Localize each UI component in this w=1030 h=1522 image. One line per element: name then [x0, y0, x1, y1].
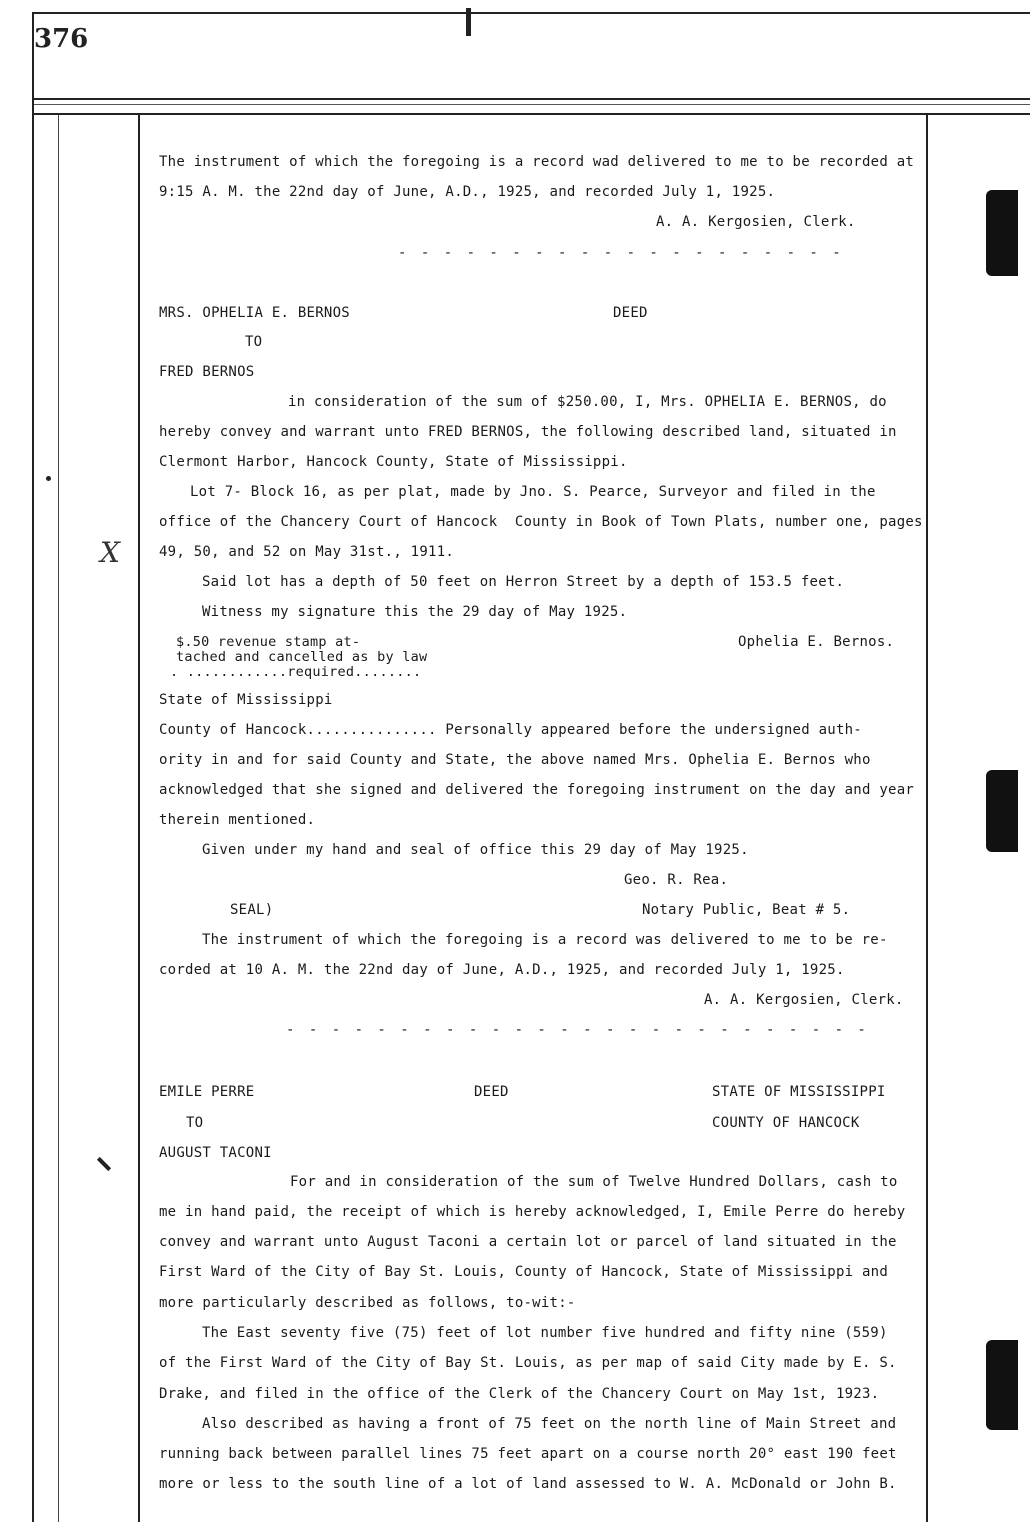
- deed2-body-line: more or less to the south line of a lot of land assessed to W. A. McDonald or John B.: [159, 1476, 897, 1492]
- top-border-rule: [32, 12, 1030, 14]
- body-right-line: [926, 115, 928, 1522]
- deed1-body-line: Witness my signature this the 29 day of May 1925.: [202, 604, 628, 620]
- deed2-to: TO: [186, 1115, 204, 1131]
- index-tab-top: [986, 190, 1018, 276]
- deed1-record-line: corded at 10 A. M. the 22nd day of June, A.D., 1925, and recorded July 1, 1925.: [159, 962, 845, 978]
- stamp-note-line: $.50 revenue stamp at-: [176, 634, 361, 650]
- section-separator-2: - - - - - - - - - - - - - - - - - - - - - - - - - -: [286, 1022, 869, 1038]
- cross-mark: X: [100, 536, 120, 569]
- left-border-line: [32, 12, 34, 1522]
- deed1-grantor: MRS. OPHELIA E. BERNOS: [159, 305, 350, 321]
- deed2-body-line: First Ward of the City of Bay St. Louis, County of Hancock, State of Mississippi and: [159, 1264, 889, 1280]
- header-rule-1: [32, 98, 1030, 100]
- seal-label: SEAL): [230, 902, 274, 918]
- deed2-state: STATE OF MISSISSIPPI: [712, 1084, 886, 1100]
- deed1-body-line: 49, 50, and 52 on May 31st., 1911.: [159, 544, 455, 560]
- notary-title: Notary Public, Beat # 5.: [642, 902, 851, 918]
- deed1-grantee: FRED BERNOS: [159, 364, 255, 380]
- left-margin-line: [58, 115, 59, 1522]
- ack-line: acknowledged that she signed and delivered the foregoing instrument on the day and year: [159, 782, 915, 798]
- top-tick-mark: [466, 8, 471, 36]
- header-rule-3: [32, 113, 1030, 115]
- section-separator-1: - - - - - - - - - - - - - - - - - - - -: [398, 245, 844, 261]
- index-tab-bottom: [986, 1340, 1018, 1430]
- page-number: 376: [34, 24, 89, 54]
- margin-tick-mark: [97, 1157, 111, 1171]
- deed1-body-line: office of the Chancery Court of Hancock County in Book of Town Plats, number one, pages: [159, 514, 923, 530]
- header-rule-2: [32, 104, 1030, 105]
- stamp-note-line: . ............required........: [170, 664, 422, 680]
- deed1-body-line: Clermont Harbor, Hancock County, State of Mississippi.: [159, 454, 628, 470]
- deed2-body-line: running back between parallel lines 75 feet apart on a course north 20° east 190 feet: [159, 1446, 897, 1462]
- notary-name: Geo. R. Rea.: [624, 872, 729, 888]
- ack-line: County of Hancock............... Personally appeared before the undersigned auth-: [159, 722, 862, 738]
- deed2-grantor: EMILE PERRE: [159, 1084, 255, 1100]
- stamp-note-line: tached and cancelled as by law: [176, 649, 428, 665]
- record-line-1: The instrument of which the foregoing is a record wad delivered to me to be recorded at: [159, 154, 915, 170]
- clerk-signature-1: A. A. Kergosien, Clerk.: [656, 214, 856, 230]
- deed1-body-line: hereby convey and warrant unto FRED BERNOS, the following described land, situated in: [159, 424, 897, 440]
- clerk-signature-2: A. A. Kergosien, Clerk.: [704, 992, 904, 1008]
- deed2-body-line: For and in consideration of the sum of Twelve Hundred Dollars, cash to: [290, 1174, 898, 1190]
- body-left-line: [138, 115, 140, 1522]
- deed1-body-line: in consideration of the sum of $250.00, I, Mrs. OPHELIA E. BERNOS, do: [288, 394, 887, 410]
- ack-line: Given under my hand and seal of office this 29 day of May 1925.: [202, 842, 749, 858]
- ack-line: State of Mississippi: [159, 692, 333, 708]
- record-line-2: 9:15 A. M. the 22nd day of June, A.D., 1925, and recorded July 1, 1925.: [159, 184, 776, 200]
- deed2-grantee: AUGUST TACONI: [159, 1145, 272, 1161]
- deed2-body-line: Also described as having a front of 75 feet on the north line of Main Street and: [202, 1416, 897, 1432]
- deed2-county: COUNTY OF HANCOCK: [712, 1115, 860, 1131]
- deed1-body-line: Said lot has a depth of 50 feet on Herron Street by a depth of 153.5 feet.: [202, 574, 845, 590]
- deed2-body-line: of the First Ward of the City of Bay St. Louis, as per map of said City made by E. S.: [159, 1355, 897, 1371]
- ack-line: ority in and for said County and State, the above named Mrs. Ophelia E. Bernos who: [159, 752, 871, 768]
- deed1-to: TO: [245, 334, 263, 350]
- deed1-record-line: The instrument of which the foregoing is a record was delivered to me to be re-: [202, 932, 888, 948]
- deed1-doc-type: DEED: [613, 305, 648, 321]
- ack-line: therein mentioned.: [159, 812, 316, 828]
- deed2-body-line: convey and warrant unto August Taconi a certain lot or parcel of land situated in the: [159, 1234, 897, 1250]
- deed2-doc-type: DEED: [474, 1084, 509, 1100]
- deed1-body-line: Lot 7- Block 16, as per plat, made by Jno. S. Pearce, Surveyor and filed in the: [190, 484, 876, 500]
- deed2-body-line: Drake, and filed in the office of the Clerk of the Chancery Court on May 1st, 1923.: [159, 1386, 880, 1402]
- deed2-body-line: more particularly described as follows, to-wit:-: [159, 1295, 576, 1311]
- grantor-signature: Ophelia E. Bernos.: [738, 634, 895, 650]
- deed2-body-line: The East seventy five (75) feet of lot number five hundred and fifty nine (559): [202, 1325, 888, 1341]
- deed2-body-line: me in hand paid, the receipt of which is hereby acknowledged, I, Emile Perre do hereby: [159, 1204, 906, 1220]
- margin-dot: [46, 476, 51, 481]
- index-tab-middle: [986, 770, 1018, 852]
